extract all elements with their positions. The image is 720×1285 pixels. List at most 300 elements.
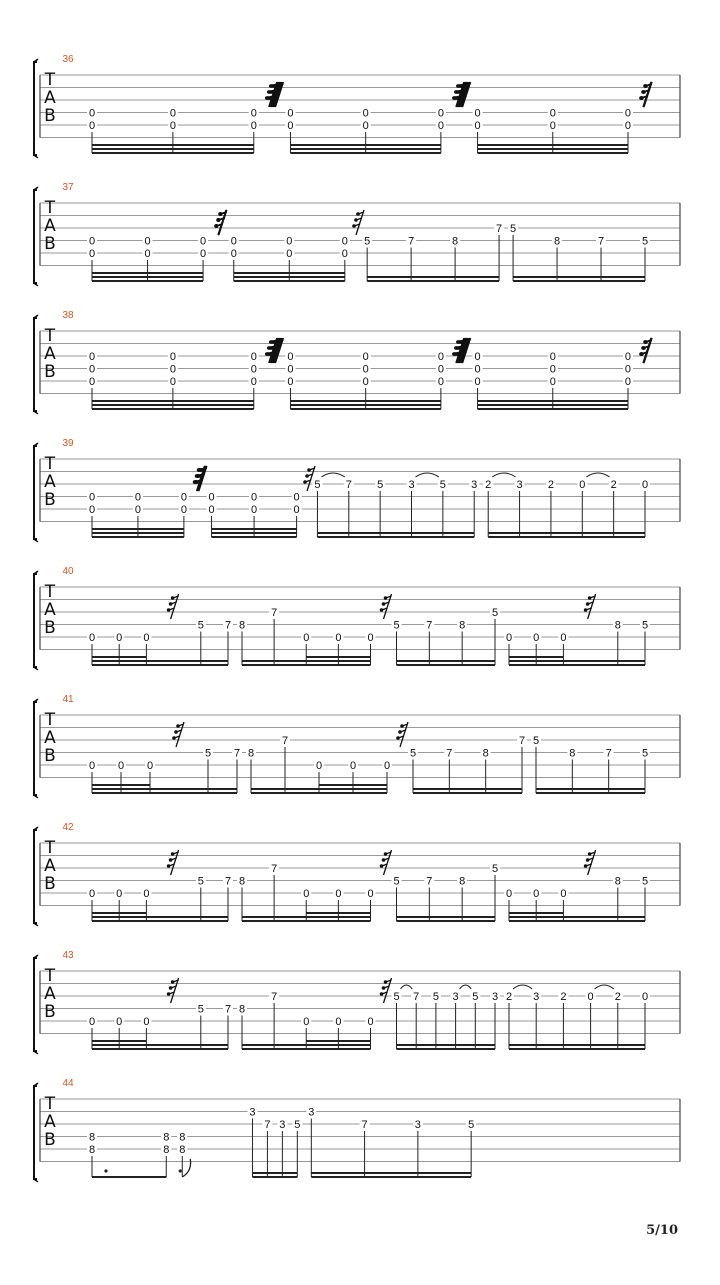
staff-system-43: [34, 950, 680, 1054]
fret-number: 5: [641, 875, 649, 888]
fret-number: 0: [303, 888, 310, 900]
staff-system-37: [34, 182, 680, 286]
beam: [513, 276, 645, 278]
fret-number: 0: [367, 632, 374, 644]
fret-number: 0: [474, 120, 481, 132]
fret-number: 0: [293, 504, 300, 516]
fret-number: 3: [279, 1119, 286, 1131]
fret-number: 5: [641, 619, 649, 632]
tab-clef-letter: T: [44, 710, 56, 730]
fret-number: 3: [249, 1106, 256, 1119]
fret-number: 0: [88, 120, 96, 132]
fret-number: 0: [505, 632, 513, 644]
measure-number: 44: [62, 1078, 74, 1089]
fret-number: 0: [335, 632, 342, 644]
fret-number: 3: [533, 991, 540, 1003]
system-bracket: [34, 574, 37, 667]
fret-number: 5: [491, 607, 499, 619]
fret-number: 7: [264, 1119, 271, 1131]
fret-number: 8: [179, 1144, 186, 1156]
page-number: 5/10: [646, 1223, 678, 1238]
fret-number: 3: [414, 1119, 421, 1131]
fret-number: 7: [446, 747, 453, 760]
beam: [212, 536, 297, 538]
fret-number: 7: [224, 875, 232, 888]
fret-number: 0: [287, 363, 294, 376]
fret-number: 7: [224, 1003, 232, 1016]
measure-number: 36: [62, 54, 74, 65]
staff-system-38: [34, 310, 680, 414]
fret-number: 0: [88, 760, 96, 772]
fret-number: 0: [624, 376, 632, 388]
beam: [92, 792, 237, 794]
fret-number: 7: [361, 1119, 368, 1131]
beam: [367, 280, 499, 282]
fret-number: 0: [169, 376, 176, 388]
fret-number: 7: [605, 747, 612, 760]
beam-sub: [92, 912, 146, 914]
fret-number: 8: [179, 1131, 186, 1144]
fret-number: 7: [426, 619, 433, 632]
fret-number: 0: [88, 491, 96, 504]
fret-number: 0: [180, 504, 187, 516]
fret-number: 0: [88, 107, 96, 120]
beam: [252, 1176, 297, 1178]
beam: [509, 664, 645, 666]
tab-clef-letter: A: [44, 728, 56, 748]
fret-number: 0: [287, 120, 294, 132]
beam: [234, 272, 345, 274]
system-bracket: [34, 702, 37, 795]
fret-number: 0: [230, 235, 237, 248]
beam: [290, 400, 440, 402]
fret-number: 0: [88, 351, 96, 363]
beam-sub: [92, 1040, 146, 1042]
fret-number: 5: [491, 863, 499, 875]
fret-number: 0: [533, 632, 540, 644]
fret-number: 7: [281, 735, 289, 747]
fret-number: 5: [197, 1003, 204, 1016]
fret-number: 0: [367, 1016, 374, 1028]
staff-system-39: [34, 438, 680, 542]
tab-clef-letter: T: [44, 582, 56, 602]
measure-number: 40: [62, 566, 74, 577]
tab-clef-letter: B: [44, 746, 56, 766]
fret-number: 0: [315, 760, 323, 772]
beam: [251, 788, 387, 790]
fret-number: 8: [88, 1144, 96, 1156]
fret-number: 0: [250, 120, 257, 132]
fret-number: 5: [468, 1119, 475, 1131]
fret-number: 8: [459, 619, 466, 632]
fret-number: 0: [169, 351, 176, 363]
fret-number: 5: [439, 479, 446, 491]
tab-clef-letter: B: [44, 234, 56, 254]
tab-clef-letter: T: [44, 454, 56, 474]
fret-number: 0: [624, 351, 632, 363]
fret-number: 0: [624, 107, 632, 120]
tab-clef-letter: B: [44, 618, 56, 638]
fret-number: 8: [614, 875, 621, 888]
fret-number: 0: [349, 760, 357, 772]
fret-number: 0: [341, 248, 348, 260]
fret-number: 8: [452, 235, 459, 248]
fret-number: 0: [641, 991, 649, 1003]
fret-number: 2: [485, 479, 492, 491]
fret-number: 0: [362, 363, 369, 376]
tie-arc: [492, 473, 515, 477]
beam: [397, 1044, 496, 1046]
fret-number: 5: [510, 223, 517, 235]
fret-number: 0: [437, 120, 444, 132]
system-bracket: [34, 190, 37, 283]
system-bracket: [34, 318, 37, 411]
beam: [509, 1044, 645, 1046]
fret-number: 0: [230, 248, 237, 260]
beam: [92, 404, 254, 406]
fret-number: 0: [533, 888, 540, 900]
staff-system-40: [34, 566, 680, 670]
fret-number: 5: [294, 1119, 301, 1131]
fret-number: 3: [452, 991, 459, 1003]
fret-number: 0: [474, 107, 481, 120]
tie-arc: [416, 473, 439, 477]
fret-number: 5: [314, 479, 321, 491]
beam: [488, 532, 645, 534]
fret-number: 0: [549, 363, 556, 376]
beam-sub: [306, 1040, 370, 1042]
tie-arc: [460, 985, 472, 989]
tab-clef-letter: B: [44, 1130, 56, 1150]
fret-number: 0: [560, 632, 567, 644]
fret-number: 3: [516, 479, 523, 491]
fret-number: 0: [474, 363, 481, 376]
tab-clef-letter: T: [44, 326, 56, 346]
fret-number: 5: [409, 747, 417, 760]
fret-number: 5: [197, 875, 204, 888]
fret-number: 5: [641, 235, 649, 248]
beam: [92, 400, 254, 402]
beam-sub: [319, 784, 387, 786]
fret-number: 8: [614, 619, 621, 632]
beam: [92, 536, 184, 538]
fret-number: 0: [169, 363, 176, 376]
tab-clef-letter: T: [44, 198, 56, 218]
beam: [92, 532, 184, 534]
beam: [478, 400, 628, 402]
fret-number: 0: [287, 351, 294, 363]
beam: [317, 536, 474, 538]
system-bracket: [34, 62, 37, 155]
tab-clef-letter: A: [44, 472, 56, 492]
tab-clef-letter: A: [44, 856, 56, 876]
fret-number: 0: [287, 107, 294, 120]
fret-number: 0: [88, 888, 96, 900]
beam: [92, 276, 203, 278]
beam: [509, 1048, 645, 1050]
beam: [290, 148, 440, 150]
fret-number: 0: [549, 107, 556, 120]
beam: [92, 1048, 228, 1050]
fret-number: 8: [569, 747, 576, 760]
fret-number: 5: [377, 479, 384, 491]
tab-clef-letter: T: [44, 966, 56, 986]
fret-number: 0: [144, 248, 151, 260]
fret-number: 0: [134, 504, 142, 516]
tab-clef-letter: B: [44, 106, 56, 126]
beam: [242, 1044, 371, 1046]
fret-number: 0: [303, 632, 310, 644]
measure-number: 42: [62, 822, 74, 833]
beam: [509, 916, 645, 918]
fret-number: 0: [88, 248, 96, 260]
fret-number: 0: [134, 491, 142, 504]
fret-number: 0: [146, 760, 154, 772]
fret-number: 0: [341, 235, 348, 248]
fret-number: 0: [180, 491, 187, 504]
beam: [92, 788, 237, 790]
fret-number: 0: [474, 376, 481, 388]
staff-system-36: [34, 54, 680, 158]
fret-number: 0: [505, 888, 513, 900]
beam-sub: [509, 912, 563, 914]
beam: [478, 152, 628, 154]
tab-clef-letter: T: [44, 838, 56, 858]
fret-number: 0: [560, 888, 567, 900]
fret-number: 7: [233, 747, 241, 760]
beam: [242, 920, 371, 922]
fret-number: 0: [117, 760, 125, 772]
fret-number: 0: [383, 760, 391, 772]
fret-number: 8: [88, 1131, 96, 1144]
fret-number: 0: [474, 351, 481, 363]
fret-number: 5: [364, 235, 371, 248]
fret-number: 2: [560, 991, 567, 1003]
system-bracket: [34, 446, 37, 539]
fret-number: 0: [335, 888, 342, 900]
fret-number: 0: [116, 1016, 123, 1028]
measure-number: 39: [62, 438, 74, 449]
fret-number: 0: [143, 632, 150, 644]
fret-number: 5: [432, 991, 439, 1003]
beam: [290, 404, 440, 406]
beam: [536, 788, 645, 790]
fret-number: 0: [362, 376, 369, 388]
fret-number: 2: [614, 991, 621, 1003]
beam: [290, 152, 440, 154]
fret-number: 8: [238, 1003, 246, 1016]
fret-number: 0: [549, 120, 556, 132]
measure-number: 38: [62, 310, 74, 321]
beam: [311, 1176, 471, 1178]
beam: [92, 144, 254, 146]
fret-number: 3: [491, 991, 499, 1003]
fret-number: 0: [208, 491, 215, 504]
fret-number: 8: [238, 619, 246, 632]
fret-number: 0: [250, 376, 257, 388]
tab-clef-letter: A: [44, 600, 56, 620]
fret-number: 0: [88, 632, 96, 644]
fret-number: 0: [367, 888, 374, 900]
fret-number: 0: [250, 363, 257, 376]
beam: [397, 664, 496, 666]
fret-number: 0: [335, 1016, 342, 1028]
beam: [242, 660, 371, 662]
fret-number: 3: [308, 1106, 315, 1119]
beam-sub: [306, 656, 370, 658]
fret-number: 0: [169, 120, 176, 132]
fret-number: 0: [549, 351, 556, 363]
fret-number: 8: [482, 747, 489, 760]
beam-sub: [92, 784, 150, 786]
fret-number: 5: [641, 747, 649, 760]
staff-system-41: [34, 694, 680, 798]
fret-number: 7: [271, 991, 278, 1003]
fret-number: 5: [472, 991, 479, 1003]
fret-number: 0: [208, 504, 215, 516]
fret-number: 0: [169, 107, 176, 120]
fret-number: 0: [303, 1016, 310, 1028]
beam: [92, 664, 228, 666]
fret-number: 3: [408, 479, 415, 491]
fret-number: 0: [624, 363, 632, 376]
tie-arc: [513, 985, 532, 989]
augmentation-dot: [104, 1169, 107, 1172]
beam: [252, 1172, 297, 1174]
beam: [212, 528, 297, 530]
fret-number: 8: [459, 875, 466, 888]
beam: [397, 916, 496, 918]
beam: [92, 528, 184, 530]
fret-number: 0: [437, 363, 444, 376]
fret-number: 0: [88, 376, 96, 388]
fret-number: 0: [624, 120, 632, 132]
fret-number: 0: [88, 363, 96, 376]
fret-number: 0: [437, 376, 444, 388]
fret-number: 8: [247, 747, 255, 760]
tab-clef-letter: A: [44, 216, 56, 236]
tab-clef-letter: B: [44, 874, 56, 894]
fret-number: 0: [88, 235, 96, 248]
tab-clef-letter: B: [44, 362, 56, 382]
fret-number: 5: [393, 875, 400, 888]
beam: [92, 660, 228, 662]
beam: [478, 148, 628, 150]
beam-sub: [509, 656, 563, 658]
beam-sub: [306, 912, 370, 914]
fret-number: 7: [345, 479, 352, 491]
beam: [488, 536, 645, 538]
tie-arc: [401, 985, 413, 989]
tie-arc: [586, 473, 609, 477]
beam: [311, 1172, 471, 1174]
fret-number: 0: [437, 107, 444, 120]
fret-number: 0: [587, 991, 594, 1003]
beam: [92, 916, 228, 918]
augmentation-dot: [179, 1169, 182, 1172]
fret-number: 7: [271, 863, 278, 875]
beam: [92, 1176, 166, 1178]
fret-number: 0: [116, 632, 123, 644]
measure-number: 41: [62, 694, 74, 705]
tab-clef-letter: T: [44, 1094, 56, 1114]
tie-arc: [595, 985, 614, 989]
beam: [92, 148, 254, 150]
fret-number: 0: [362, 107, 369, 120]
beam: [242, 664, 371, 666]
fret-number: 7: [224, 619, 232, 632]
fret-number: 7: [413, 991, 420, 1003]
fret-number: 0: [251, 504, 258, 516]
fret-number: 0: [437, 351, 444, 363]
fret-number: 3: [471, 479, 478, 491]
beam: [212, 532, 297, 534]
fret-number: 8: [238, 875, 246, 888]
fret-number: 7: [496, 223, 503, 235]
fret-number: 7: [518, 735, 526, 747]
beam: [536, 792, 645, 794]
beam: [413, 788, 522, 790]
beam: [478, 404, 628, 406]
tab-clef-letter: B: [44, 490, 56, 510]
fret-number: 0: [362, 120, 369, 132]
fret-number: 0: [293, 491, 300, 504]
tab-clef-letter: T: [44, 70, 56, 90]
fret-number: 0: [250, 107, 257, 120]
fret-number: 7: [426, 875, 433, 888]
beam: [234, 280, 345, 282]
fret-number: 2: [547, 479, 554, 491]
beam: [242, 916, 371, 918]
fret-number: 7: [597, 235, 605, 248]
fret-number: 2: [505, 991, 513, 1003]
beam: [513, 280, 645, 282]
beam: [509, 920, 645, 922]
beam: [92, 920, 228, 922]
beam: [478, 408, 628, 410]
beam: [397, 1048, 496, 1050]
staff-system-44: [34, 1078, 680, 1182]
beam: [290, 144, 440, 146]
fret-number: 0: [88, 1016, 96, 1028]
beam-sub: [92, 656, 146, 658]
fret-number: 8: [163, 1131, 170, 1144]
fret-number: 8: [553, 235, 561, 248]
tab-clef-letter: A: [44, 344, 56, 364]
fret-number: 5: [393, 619, 400, 632]
fret-number: 5: [197, 619, 204, 632]
beam: [413, 792, 522, 794]
fret-number: 8: [163, 1144, 170, 1156]
beam: [509, 660, 645, 662]
fret-number: 0: [250, 351, 257, 363]
beam: [92, 1044, 228, 1046]
fret-number: 5: [532, 735, 540, 747]
fret-number: 0: [116, 888, 123, 900]
beam: [478, 144, 628, 146]
beam: [397, 660, 496, 662]
fret-number: 0: [549, 376, 556, 388]
fret-number: 0: [88, 504, 96, 516]
beam: [367, 276, 499, 278]
beam: [397, 920, 496, 922]
tab-clef-letter: B: [44, 1002, 56, 1022]
tab-clef-letter: A: [44, 1112, 56, 1132]
tab-clef-letter: A: [44, 88, 56, 108]
fret-number: 0: [362, 351, 369, 363]
system-bracket: [34, 1086, 37, 1179]
fret-number: 0: [287, 376, 294, 388]
